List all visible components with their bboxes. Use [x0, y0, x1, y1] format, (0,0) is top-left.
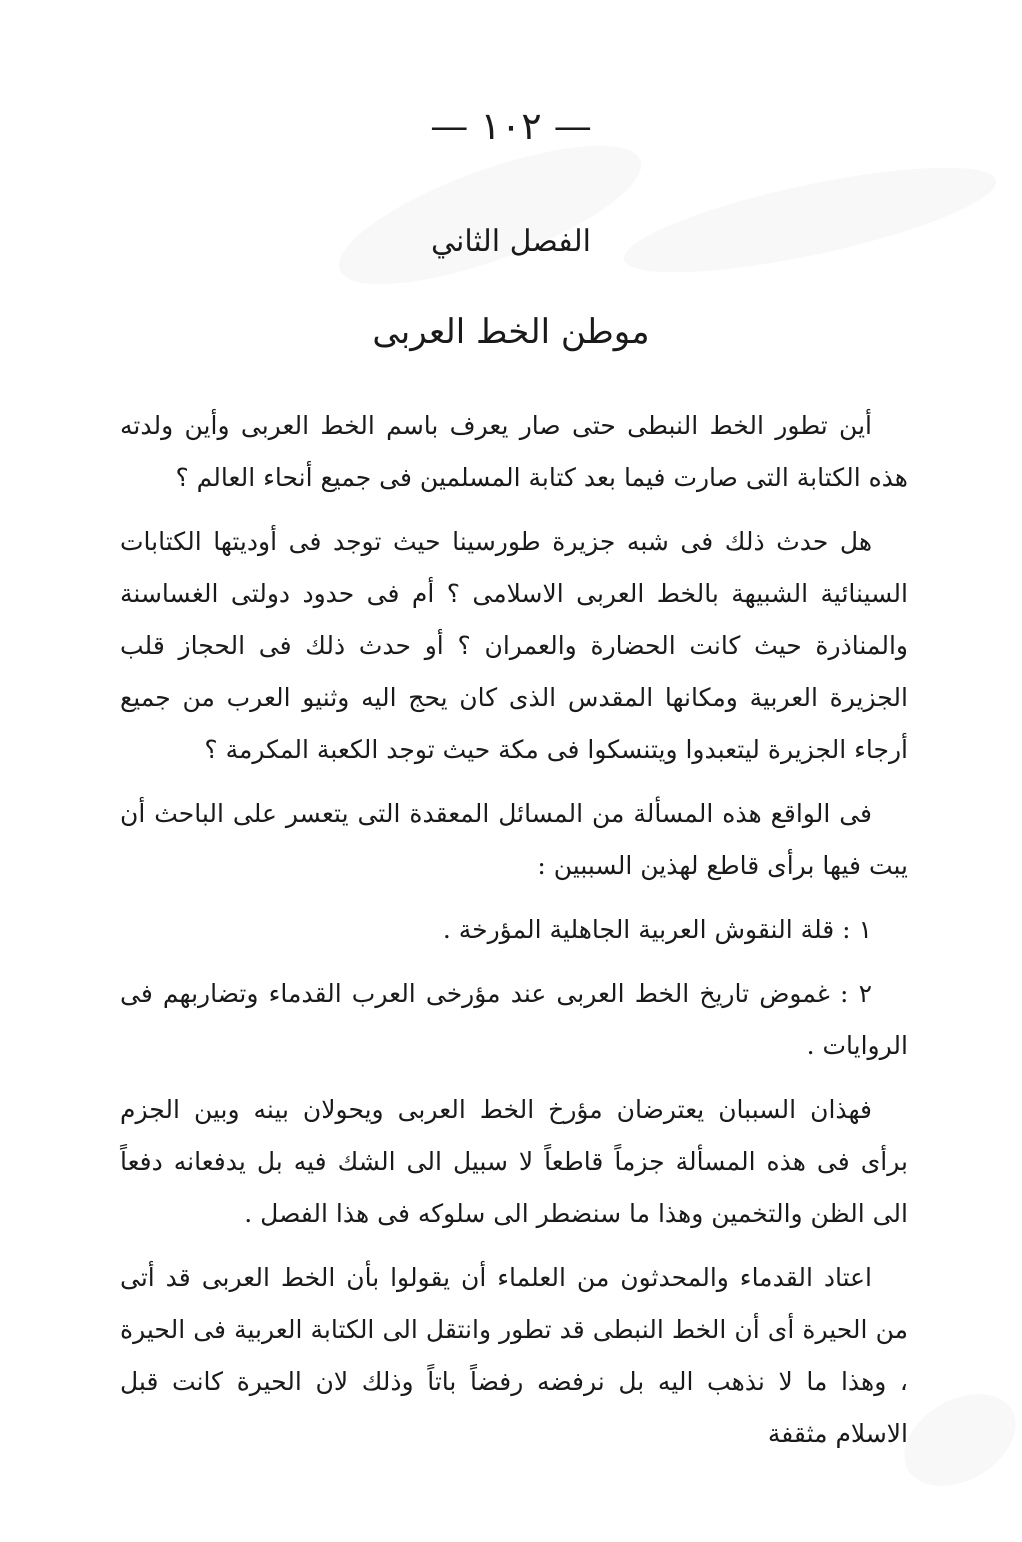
body-text: [120, 400, 908, 1472]
chapter-label: الفصل الثاني: [431, 224, 591, 259]
paper-smudge: [617, 146, 1003, 293]
paragraph: فهذان السببان يعترضان مؤرخ الخط العربى ويحولان بينه وبين الجزم برأى فى هذه المسألة جزماً قاطعاً لا سبيل الى الشك فيه بل يدفعانه دفعاً الى الظن والتخمين وهذا ما سنضطر الى سلوكه فى هذا الفصل .: [120, 1095, 908, 1228]
page-number: — ١٠٢ —: [430, 104, 592, 148]
paragraph: اعتاد القدماء والمحدثون من العلماء أن يقولوا بأن الخط العربى قد أتى من الحيرة أى أن الخط النبطى قد تطور وانتقل الى الكتابة العربية فى الحيرة ، وهذا ما لا نذهب اليه بل نرفضه رفضاً باتاً وذلك لان الحيرة كانت قبل الاسلام مثقفة: [120, 1263, 908, 1448]
list-item: ٢ : غموض تاريخ الخط العربى عند مؤرخى العرب القدماء وتضاربهم فى الروايات .: [120, 979, 908, 1060]
paragraph: فى الواقع هذه المسألة من المسائل المعقدة التى يتعسر على الباحث أن يبت فيها برأى قاطع لهذين السببين :: [120, 799, 908, 880]
paper-smudge: [888, 1375, 1022, 1504]
paragraph: أين تطور الخط النبطى حتى صار يعرف باسم الخط العربى وأين ولدته هذه الكتابة التى صارت فيما بعد كتابة المسلمين فى جميع أنحاء العالم ؟: [120, 411, 908, 492]
list-item: ١ : قلة النقوش العربية الجاهلية المؤرخة .: [442, 915, 872, 944]
paragraph: هل حدث ذلك فى شبه جزيرة طورسينا حيث توجد فى أوديتها الكتابات السينائية الشبيهة بالخط العربى الاسلامى ؟ أم فى حدود دولتى الغساسنة والمناذرة حيث كانت الحضارة والعمران ؟ أو حدث ذلك فى الحجاز قلب الجزيرة العربية ومكانها المقدس الذى كان يحج اليه وثنيو العرب من جميع أرجاء الجزيرة ليتعبدوا ويتنسكوا فى مكة حيث توجد الكعبة المكرمة ؟: [120, 527, 908, 764]
chapter-title: موطن الخط العربى: [372, 312, 650, 352]
